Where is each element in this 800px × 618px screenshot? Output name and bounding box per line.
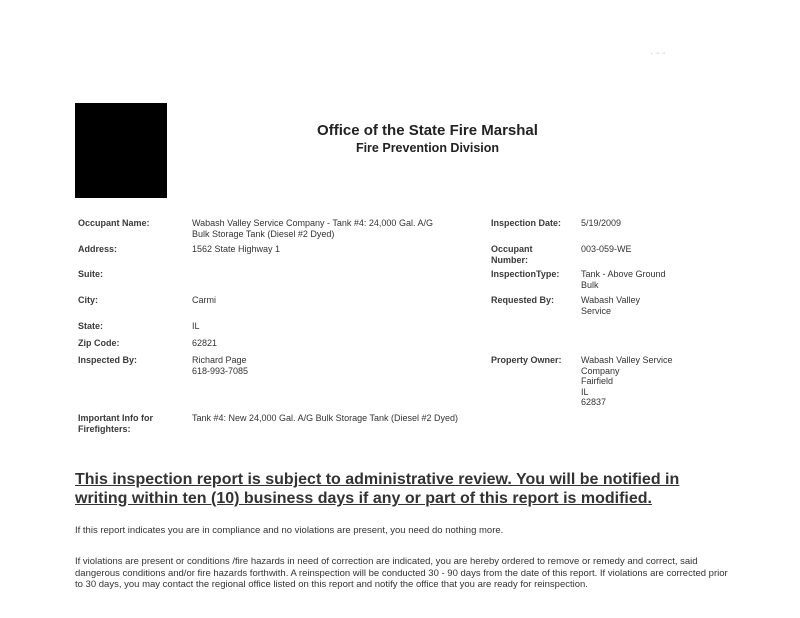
scan-smudge: · ‑ ‑ [650, 48, 666, 59]
address-label: Address: [78, 244, 118, 254]
important-info-value: Tank #4: New 24,000 Gal. A/G Bulk Storage Tank (Diesel #2 Dyed) [192, 413, 458, 423]
suite-label: Suite: [78, 269, 104, 279]
zip-code-value: 62821 [192, 338, 218, 348]
occupant-number-value: 003-059-WE [581, 244, 632, 254]
property-owner-label: Property Owner: [491, 355, 562, 365]
zip-code-label: Zip Code: [78, 338, 120, 348]
inspection-date-label: Inspection Date: [491, 218, 562, 228]
inspection-date-value: 5/19/2009 [581, 218, 622, 228]
occupant-name-value: Wabash Valley Service Company - Tank #4: 24,000 Gal. A/G Bulk Storage Tank (Diesel #2 Dyed) [192, 218, 433, 239]
address-value: 1562 State Highway 1 [192, 244, 281, 254]
city-label: City: [78, 295, 98, 305]
city-value: Carmi [192, 295, 216, 305]
requested-by-value: Wabash Valley Service [581, 295, 641, 316]
requested-by-label: Requested By: [491, 295, 555, 305]
page-title: Office of the State Fire Marshal [317, 122, 538, 139]
important-info-label: Important Info for Firefighters: [78, 413, 153, 434]
redacted-logo [75, 103, 167, 198]
state-value: IL [192, 321, 200, 331]
violations-paragraph: If violations are present or conditions /fire hazards in need of correction are indicated, you are hereby ordered to remove or remedy and correct, said dangerous conditions and/or fire hazards forthwith. A reinspection will be conducted 30 - 90 days from the date of this report. If violations are corrected prior to 30 days, you may contact the regional office listed on this report and notify the office that you are ready for reinspection. [75, 556, 728, 590]
occupant-number-label: Occupant Number: [491, 244, 533, 265]
inspected-by-value: Richard Page 618-993-7085 [192, 355, 249, 376]
administrative-review-notice: This inspection report is subject to administrative review. You will be notified in writing within ten (10) business days if any or part of this report is modified. [75, 471, 680, 507]
state-label: State: [78, 321, 104, 331]
inspected-by-label: Inspected By: [78, 355, 138, 365]
inspection-type-label: InspectionType: [491, 269, 560, 279]
inspection-type-value: Tank - Above Ground Bulk [581, 269, 666, 290]
occupant-name-label: Occupant Name: [78, 218, 150, 228]
compliance-paragraph: If this report indicates you are in compliance and no violations are present, you need do nothing more. [75, 525, 504, 536]
property-owner-value: Wabash Valley Service Company Fairfield IL 62837 [581, 355, 673, 407]
page-subtitle: Fire Prevention Division [355, 141, 500, 155]
